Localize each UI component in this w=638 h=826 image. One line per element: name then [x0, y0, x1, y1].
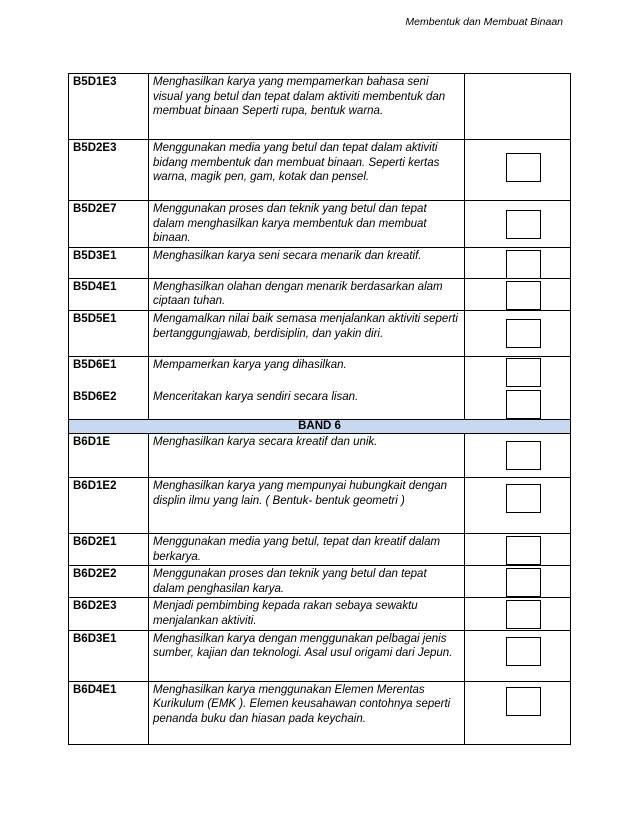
table-row	[69, 278, 571, 310]
row-code: B5D2E3	[69, 140, 149, 201]
row-code: B6D4E1	[69, 681, 149, 744]
checkbox-cell	[465, 630, 571, 681]
table-row	[69, 533, 571, 565]
checkbox-cell	[465, 140, 571, 201]
assessment-checkbox[interactable]	[506, 484, 541, 513]
row-code: B6D1E2	[69, 477, 149, 533]
row-description: Menghasilkan karya secara kreatif dan unik.	[149, 433, 465, 477]
assessment-checkbox[interactable]	[506, 600, 541, 629]
row-description: Menghasilkan karya yang mempamerkan bahasa seni visual yang betul dan tepat dalam aktiviti membentuk dan membuat binaan Seperti rupa, bentuk warna.	[149, 74, 465, 140]
rubric-table	[68, 73, 571, 745]
row-description: Mempamerkan karya yang dihasilkan.	[153, 358, 347, 371]
table-row	[69, 598, 571, 630]
row-code: B5D3E1	[69, 247, 149, 278]
row-description: Menggunakan proses dan teknik yang betul dan tepat dalam menghasilkan karya membentuk dan membuat binaan.	[149, 201, 465, 248]
row-description-pair	[149, 356, 465, 419]
checkbox-cell	[465, 247, 571, 278]
row-code-pair	[69, 356, 149, 419]
row-description: Mengamalkan nilai baik semasa menjalankan aktiviti seperti bertanggungjawab, berdisiplin, dan yakin diri.	[149, 310, 465, 356]
row-code: B5D4E1	[69, 278, 149, 310]
table-row	[69, 201, 571, 248]
checkbox-cell	[465, 477, 571, 533]
band-6-label: BAND 6	[69, 419, 571, 433]
assessment-checkbox[interactable]	[506, 536, 541, 565]
row-code: B5D6E2	[73, 390, 117, 403]
assessment-checkbox[interactable]	[506, 358, 541, 387]
row-code: B5D6E1	[73, 358, 117, 371]
table-row	[69, 477, 571, 533]
row-code: B6D2E1	[69, 533, 149, 565]
row-description: Menghasilkan karya yang mempunyai hubungkait dengan displin ilmu yang lain. ( Bentuk- bentuk geometri )	[149, 477, 465, 533]
assessment-checkbox[interactable]	[506, 390, 541, 419]
table-row	[69, 433, 571, 477]
table-row	[69, 310, 571, 356]
assessment-checkbox[interactable]	[506, 441, 541, 470]
assessment-checkbox[interactable]	[506, 687, 541, 716]
checkbox-cell	[465, 598, 571, 630]
assessment-checkbox[interactable]	[506, 319, 541, 348]
row-code: B6D3E1	[69, 630, 149, 681]
table-row	[69, 681, 571, 744]
assessment-checkbox[interactable]	[506, 153, 541, 182]
table-row	[69, 356, 571, 419]
row-code: B6D1E	[69, 433, 149, 477]
assessment-checkbox[interactable]	[506, 637, 541, 666]
row-code: B5D2E7	[69, 201, 149, 248]
row-code: B6D2E3	[69, 598, 149, 630]
checkbox-cell	[465, 433, 571, 477]
checkbox-cell	[465, 201, 571, 248]
checkbox-cell	[465, 74, 571, 140]
assessment-checkbox[interactable]	[506, 210, 541, 239]
row-description: Menghasilkan karya seni secara menarik dan kreatif.	[149, 247, 465, 278]
band-header-row	[69, 419, 571, 433]
row-description: Menggunakan media yang betul dan tepat dalam aktiviti bidang membentuk dan membuat binaan. Seperti kertas warna, magik pen, gam, kotak dan pensel.	[149, 140, 465, 201]
checkbox-cell	[465, 533, 571, 565]
row-code: B5D1E3	[69, 74, 149, 140]
checkbox-cell	[465, 681, 571, 744]
row-description: Menghasilkan karya dengan menggunakan pelbagai jenis sumber, kajian dan teknologi. Asal usul origami dari Jepun.	[149, 630, 465, 681]
checkbox-cell	[465, 310, 571, 356]
table-row	[69, 140, 571, 201]
assessment-checkbox[interactable]	[506, 568, 541, 597]
assessment-checkbox[interactable]	[506, 281, 541, 310]
row-description: Menggunakan media yang betul, tepat dan kreatif dalam berkarya.	[149, 533, 465, 565]
row-description: Menghasilkan olahan dengan menarik berdasarkan alam ciptaan tuhan.	[149, 278, 465, 310]
row-description: Menceritakan karya sendiri secara lisan.	[153, 390, 359, 403]
table-row	[69, 566, 571, 598]
row-description: Menjadi pembimbing kepada rakan sebaya sewaktu menjalankan aktiviti.	[149, 598, 465, 630]
page-header-title: Membentuk dan Membuat Binaan	[405, 16, 563, 28]
checkbox-cell	[465, 356, 571, 419]
row-description: Menggunakan proses dan teknik yang betul dan tepat dalam penghasilan karya.	[149, 566, 465, 598]
row-code: B5D5E1	[69, 310, 149, 356]
table-row	[69, 247, 571, 278]
row-description: Menghasilkan karya menggunakan Elemen Merentas Kurikulum (EMK ). Elemen keusahawan contohnya seperti penanda buku dan hiasan pada keychain.	[149, 681, 465, 744]
checkbox-cell	[465, 566, 571, 598]
row-code: B6D2E2	[69, 566, 149, 598]
assessment-checkbox[interactable]	[506, 250, 541, 279]
table-row	[69, 74, 571, 140]
table-row	[69, 630, 571, 681]
checkbox-cell	[465, 278, 571, 310]
